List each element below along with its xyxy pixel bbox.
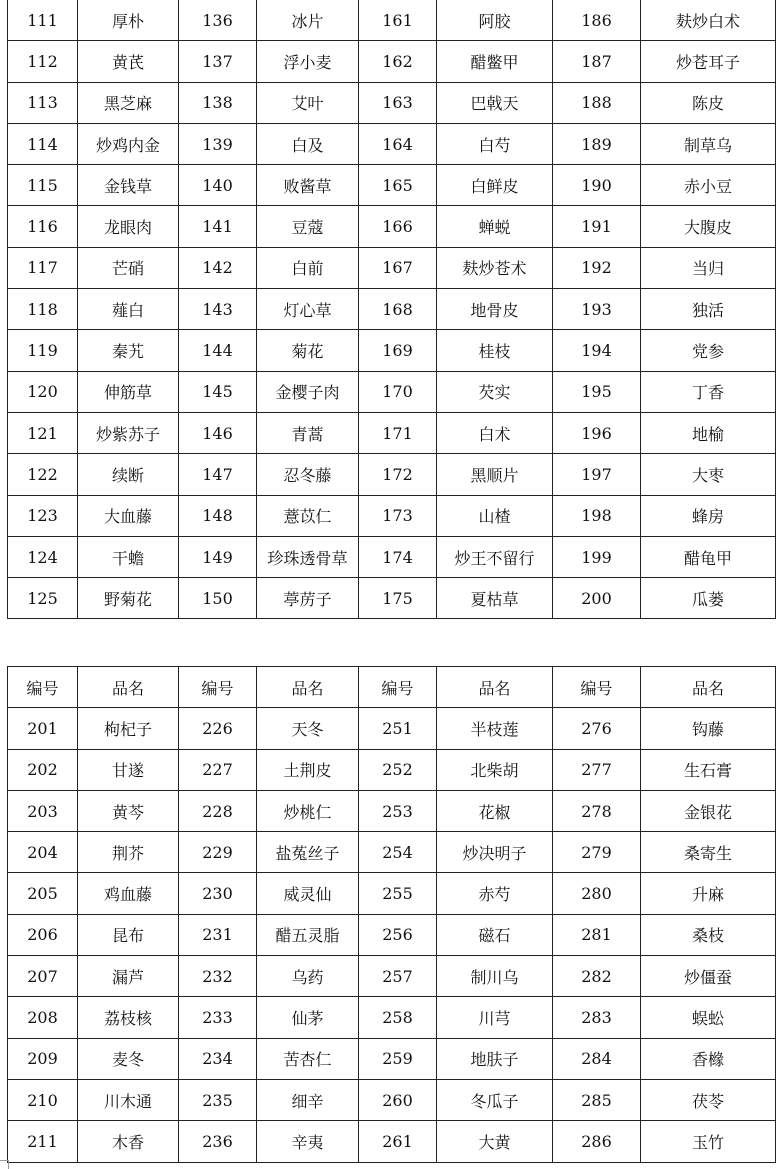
herb-name-cell: 蜂房 xyxy=(641,495,776,536)
herb-name-cell: 麸炒白术 xyxy=(641,0,776,41)
item-number-cell: 194 xyxy=(553,330,641,371)
herb-table-top xyxy=(7,0,776,619)
item-number-cell: 189 xyxy=(553,123,641,164)
herb-name-cell: 醋鳖甲 xyxy=(437,41,553,82)
herb-name-cell: 钩藤 xyxy=(641,708,776,749)
herb-name-cell: 黄芩 xyxy=(78,790,179,831)
item-number-cell: 198 xyxy=(553,495,641,536)
herb-name-cell: 青蒿 xyxy=(257,412,359,453)
herb-name-cell: 赤芍 xyxy=(437,873,553,914)
table-row xyxy=(8,749,776,790)
herb-name-cell: 薏苡仁 xyxy=(257,495,359,536)
herb-name-cell: 桑寄生 xyxy=(641,832,776,873)
herb-name-cell: 磁石 xyxy=(437,914,553,955)
herb-name-cell: 生石膏 xyxy=(641,749,776,790)
item-number-cell: 193 xyxy=(553,289,641,330)
table-row xyxy=(8,1079,776,1120)
herb-name-cell: 秦艽 xyxy=(78,330,179,371)
herb-name-cell: 金樱子肉 xyxy=(257,371,359,412)
herb-name-cell: 珍珠透骨草 xyxy=(257,536,359,577)
item-number-cell: 253 xyxy=(359,790,437,831)
item-number-cell: 142 xyxy=(179,247,257,288)
herb-name-cell: 木香 xyxy=(78,1121,179,1162)
herb-name-cell: 野菊花 xyxy=(78,578,179,619)
herb-name-cell: 桑枝 xyxy=(641,914,776,955)
herb-name-cell: 芡实 xyxy=(437,371,553,412)
herb-name-cell: 乌药 xyxy=(257,956,359,997)
item-number-cell: 144 xyxy=(179,330,257,371)
herb-name-cell: 炒决明子 xyxy=(437,832,553,873)
item-number-cell: 115 xyxy=(8,165,78,206)
herb-name-cell: 地肤子 xyxy=(437,1038,553,1079)
item-number-cell: 123 xyxy=(8,495,78,536)
herb-name-cell: 制草乌 xyxy=(641,123,776,164)
herb-name-cell: 川芎 xyxy=(437,997,553,1038)
table-row xyxy=(8,123,776,164)
herb-name-cell: 鸡血藤 xyxy=(78,873,179,914)
herb-name-cell: 醋龟甲 xyxy=(641,536,776,577)
herb-name-cell: 炒鸡内金 xyxy=(78,123,179,164)
item-number-cell: 169 xyxy=(359,330,437,371)
item-number-cell: 204 xyxy=(8,832,78,873)
item-number-cell: 260 xyxy=(359,1079,437,1120)
herb-name-cell: 大黄 xyxy=(437,1121,553,1162)
item-number-cell: 111 xyxy=(8,0,78,41)
herb-name-cell: 瓜蒌 xyxy=(641,578,776,619)
herb-name-cell: 麸炒苍术 xyxy=(437,247,553,288)
herb-name-cell: 荔枝核 xyxy=(78,997,179,1038)
table-row xyxy=(8,371,776,412)
item-number-cell: 172 xyxy=(359,454,437,495)
table-row xyxy=(8,289,776,330)
item-number-cell: 232 xyxy=(179,956,257,997)
item-number-cell: 201 xyxy=(8,708,78,749)
item-number-cell: 173 xyxy=(359,495,437,536)
herb-name-cell: 炒桃仁 xyxy=(257,790,359,831)
herb-name-cell: 昆布 xyxy=(78,914,179,955)
herb-name-cell: 独活 xyxy=(641,289,776,330)
item-number-cell: 139 xyxy=(179,123,257,164)
item-number-cell: 208 xyxy=(8,997,78,1038)
header-cell-number: 编号 xyxy=(359,667,437,708)
herb-name-cell: 麦冬 xyxy=(78,1038,179,1079)
item-number-cell: 112 xyxy=(8,41,78,82)
item-number-cell: 231 xyxy=(179,914,257,955)
herb-name-cell: 北柴胡 xyxy=(437,749,553,790)
herb-name-cell: 炒僵蚕 xyxy=(641,956,776,997)
item-number-cell: 136 xyxy=(179,0,257,41)
item-number-cell: 120 xyxy=(8,371,78,412)
header-cell-name: 品名 xyxy=(437,667,553,708)
header-cell-number: 编号 xyxy=(179,667,257,708)
herb-name-cell: 炒王不留行 xyxy=(437,536,553,577)
herb-name-cell: 漏芦 xyxy=(78,956,179,997)
table-row xyxy=(8,165,776,206)
herb-name-cell: 赤小豆 xyxy=(641,165,776,206)
item-number-cell: 233 xyxy=(179,997,257,1038)
item-number-cell: 286 xyxy=(553,1121,641,1162)
table-row xyxy=(8,82,776,123)
item-number-cell: 163 xyxy=(359,82,437,123)
header-cell-number: 编号 xyxy=(8,667,78,708)
item-number-cell: 283 xyxy=(553,997,641,1038)
item-number-cell: 145 xyxy=(179,371,257,412)
herb-name-cell: 忍冬藤 xyxy=(257,454,359,495)
item-number-cell: 282 xyxy=(553,956,641,997)
item-number-cell: 140 xyxy=(179,165,257,206)
herb-name-cell: 薤白 xyxy=(78,289,179,330)
herb-name-cell: 盐菟丝子 xyxy=(257,832,359,873)
item-number-cell: 255 xyxy=(359,873,437,914)
item-number-cell: 149 xyxy=(179,536,257,577)
item-number-cell: 261 xyxy=(359,1121,437,1162)
table-row xyxy=(8,454,776,495)
herb-name-cell: 升麻 xyxy=(641,873,776,914)
item-number-cell: 192 xyxy=(553,247,641,288)
herb-name-cell: 阿胶 xyxy=(437,0,553,41)
item-number-cell: 257 xyxy=(359,956,437,997)
herb-name-cell: 党参 xyxy=(641,330,776,371)
item-number-cell: 209 xyxy=(8,1038,78,1079)
item-number-cell: 284 xyxy=(553,1038,641,1079)
herb-name-cell: 灯心草 xyxy=(257,289,359,330)
item-number-cell: 170 xyxy=(359,371,437,412)
item-number-cell: 278 xyxy=(553,790,641,831)
herb-name-cell: 厚朴 xyxy=(78,0,179,41)
herb-name-cell: 冰片 xyxy=(257,0,359,41)
herb-name-cell: 葶苈子 xyxy=(257,578,359,619)
item-number-cell: 280 xyxy=(553,873,641,914)
table-row xyxy=(8,1038,776,1079)
herb-name-cell: 茯苓 xyxy=(641,1079,776,1120)
item-number-cell: 190 xyxy=(553,165,641,206)
herb-name-cell: 醋五灵脂 xyxy=(257,914,359,955)
herb-name-cell: 陈皮 xyxy=(641,82,776,123)
table-row xyxy=(8,956,776,997)
item-number-cell: 116 xyxy=(8,206,78,247)
herb-name-cell: 炒紫苏子 xyxy=(78,412,179,453)
item-number-cell: 196 xyxy=(553,412,641,453)
item-number-cell: 161 xyxy=(359,0,437,41)
item-number-cell: 124 xyxy=(8,536,78,577)
herb-name-cell: 桂枝 xyxy=(437,330,553,371)
herb-name-cell: 续断 xyxy=(78,454,179,495)
item-number-cell: 226 xyxy=(179,708,257,749)
herb-name-cell: 苦杏仁 xyxy=(257,1038,359,1079)
herb-name-cell: 白术 xyxy=(437,412,553,453)
table-row xyxy=(8,832,776,873)
herb-name-cell: 大腹皮 xyxy=(641,206,776,247)
item-number-cell: 279 xyxy=(553,832,641,873)
item-number-cell: 119 xyxy=(8,330,78,371)
item-number-cell: 229 xyxy=(179,832,257,873)
item-number-cell: 206 xyxy=(8,914,78,955)
herb-name-cell: 浮小麦 xyxy=(257,41,359,82)
header-cell-number: 编号 xyxy=(553,667,641,708)
herb-name-cell: 细辛 xyxy=(257,1079,359,1120)
herb-name-cell: 夏枯草 xyxy=(437,578,553,619)
header-cell-name: 品名 xyxy=(257,667,359,708)
item-number-cell: 211 xyxy=(8,1121,78,1162)
item-number-cell: 254 xyxy=(359,832,437,873)
table-top-body xyxy=(8,0,776,619)
herb-name-cell: 黑芝麻 xyxy=(78,82,179,123)
table-row xyxy=(8,790,776,831)
item-number-cell: 138 xyxy=(179,82,257,123)
herb-name-cell: 蜈蚣 xyxy=(641,997,776,1038)
item-number-cell: 175 xyxy=(359,578,437,619)
herb-name-cell: 辛夷 xyxy=(257,1121,359,1162)
table-row xyxy=(8,708,776,749)
herb-name-cell: 仙茅 xyxy=(257,997,359,1038)
herb-name-cell: 香橼 xyxy=(641,1038,776,1079)
item-number-cell: 187 xyxy=(553,41,641,82)
herb-name-cell: 山楂 xyxy=(437,495,553,536)
herb-name-cell: 白鲜皮 xyxy=(437,165,553,206)
herb-name-cell: 大血藤 xyxy=(78,495,179,536)
herb-name-cell: 干蟾 xyxy=(78,536,179,577)
herb-name-cell: 金银花 xyxy=(641,790,776,831)
herb-name-cell: 花椒 xyxy=(437,790,553,831)
herb-name-cell: 威灵仙 xyxy=(257,873,359,914)
item-number-cell: 167 xyxy=(359,247,437,288)
herb-name-cell: 半枝莲 xyxy=(437,708,553,749)
herb-name-cell: 天冬 xyxy=(257,708,359,749)
item-number-cell: 114 xyxy=(8,123,78,164)
table-row xyxy=(8,914,776,955)
table-row xyxy=(8,247,776,288)
herb-name-cell: 龙眼肉 xyxy=(78,206,179,247)
item-number-cell: 121 xyxy=(8,412,78,453)
item-number-cell: 207 xyxy=(8,956,78,997)
herb-name-cell: 伸筋草 xyxy=(78,371,179,412)
item-number-cell: 164 xyxy=(359,123,437,164)
herb-name-cell: 白芍 xyxy=(437,123,553,164)
table-row xyxy=(8,1121,776,1162)
item-number-cell: 228 xyxy=(179,790,257,831)
item-number-cell: 117 xyxy=(8,247,78,288)
herb-name-cell: 巴戟天 xyxy=(437,82,553,123)
herb-name-cell: 白前 xyxy=(257,247,359,288)
header-cell-name: 品名 xyxy=(78,667,179,708)
table-row xyxy=(8,536,776,577)
item-number-cell: 113 xyxy=(8,82,78,123)
item-number-cell: 251 xyxy=(359,708,437,749)
item-number-cell: 199 xyxy=(553,536,641,577)
item-number-cell: 285 xyxy=(553,1079,641,1120)
herb-name-cell: 败酱草 xyxy=(257,165,359,206)
herb-name-cell: 艾叶 xyxy=(257,82,359,123)
herb-name-cell: 荆芥 xyxy=(78,832,179,873)
herb-name-cell: 黄芪 xyxy=(78,41,179,82)
table-row xyxy=(8,41,776,82)
item-number-cell: 191 xyxy=(553,206,641,247)
table-row xyxy=(8,578,776,619)
item-number-cell: 236 xyxy=(179,1121,257,1162)
herb-table-bottom xyxy=(7,666,776,1163)
herb-name-cell: 土荆皮 xyxy=(257,749,359,790)
table-header-row xyxy=(8,667,776,708)
item-number-cell: 150 xyxy=(179,578,257,619)
item-number-cell: 256 xyxy=(359,914,437,955)
item-number-cell: 258 xyxy=(359,997,437,1038)
item-number-cell: 210 xyxy=(8,1079,78,1120)
table-row xyxy=(8,0,776,41)
table-row xyxy=(8,997,776,1038)
table-row xyxy=(8,873,776,914)
herb-name-cell: 蝉蜕 xyxy=(437,206,553,247)
item-number-cell: 235 xyxy=(179,1079,257,1120)
item-number-cell: 165 xyxy=(359,165,437,206)
item-number-cell: 234 xyxy=(179,1038,257,1079)
page-corner-mark xyxy=(0,1160,9,1169)
item-number-cell: 137 xyxy=(179,41,257,82)
herb-name-cell: 地榆 xyxy=(641,412,776,453)
item-number-cell: 227 xyxy=(179,749,257,790)
herb-name-cell: 炒苍耳子 xyxy=(641,41,776,82)
herb-name-cell: 金钱草 xyxy=(78,165,179,206)
item-number-cell: 277 xyxy=(553,749,641,790)
item-number-cell: 195 xyxy=(553,371,641,412)
item-number-cell: 148 xyxy=(179,495,257,536)
header-cell-name: 品名 xyxy=(641,667,776,708)
herb-name-cell: 枸杞子 xyxy=(78,708,179,749)
item-number-cell: 122 xyxy=(8,454,78,495)
item-number-cell: 141 xyxy=(179,206,257,247)
item-number-cell: 146 xyxy=(179,412,257,453)
herb-name-cell: 川木通 xyxy=(78,1079,179,1120)
herb-name-cell: 制川乌 xyxy=(437,956,553,997)
herb-name-cell: 当归 xyxy=(641,247,776,288)
herb-name-cell: 玉竹 xyxy=(641,1121,776,1162)
herb-name-cell: 豆蔻 xyxy=(257,206,359,247)
item-number-cell: 168 xyxy=(359,289,437,330)
item-number-cell: 197 xyxy=(553,454,641,495)
item-number-cell: 205 xyxy=(8,873,78,914)
item-number-cell: 174 xyxy=(359,536,437,577)
table-row xyxy=(8,206,776,247)
item-number-cell: 202 xyxy=(8,749,78,790)
item-number-cell: 118 xyxy=(8,289,78,330)
herb-name-cell: 白及 xyxy=(257,123,359,164)
table-row xyxy=(8,330,776,371)
item-number-cell: 147 xyxy=(179,454,257,495)
herb-name-cell: 芒硝 xyxy=(78,247,179,288)
item-number-cell: 125 xyxy=(8,578,78,619)
item-number-cell: 162 xyxy=(359,41,437,82)
item-number-cell: 276 xyxy=(553,708,641,749)
item-number-cell: 203 xyxy=(8,790,78,831)
table-row xyxy=(8,412,776,453)
item-number-cell: 281 xyxy=(553,914,641,955)
table-bottom-body xyxy=(8,708,776,1162)
item-number-cell: 230 xyxy=(179,873,257,914)
item-number-cell: 188 xyxy=(553,82,641,123)
item-number-cell: 166 xyxy=(359,206,437,247)
item-number-cell: 186 xyxy=(553,0,641,41)
herb-name-cell: 地骨皮 xyxy=(437,289,553,330)
herb-name-cell: 冬瓜子 xyxy=(437,1079,553,1120)
item-number-cell: 143 xyxy=(179,289,257,330)
item-number-cell: 200 xyxy=(553,578,641,619)
herb-name-cell: 丁香 xyxy=(641,371,776,412)
item-number-cell: 259 xyxy=(359,1038,437,1079)
herb-name-cell: 菊花 xyxy=(257,330,359,371)
herb-name-cell: 大枣 xyxy=(641,454,776,495)
herb-name-cell: 甘遂 xyxy=(78,749,179,790)
table-row xyxy=(8,495,776,536)
herb-name-cell: 黑顺片 xyxy=(437,454,553,495)
item-number-cell: 171 xyxy=(359,412,437,453)
item-number-cell: 252 xyxy=(359,749,437,790)
